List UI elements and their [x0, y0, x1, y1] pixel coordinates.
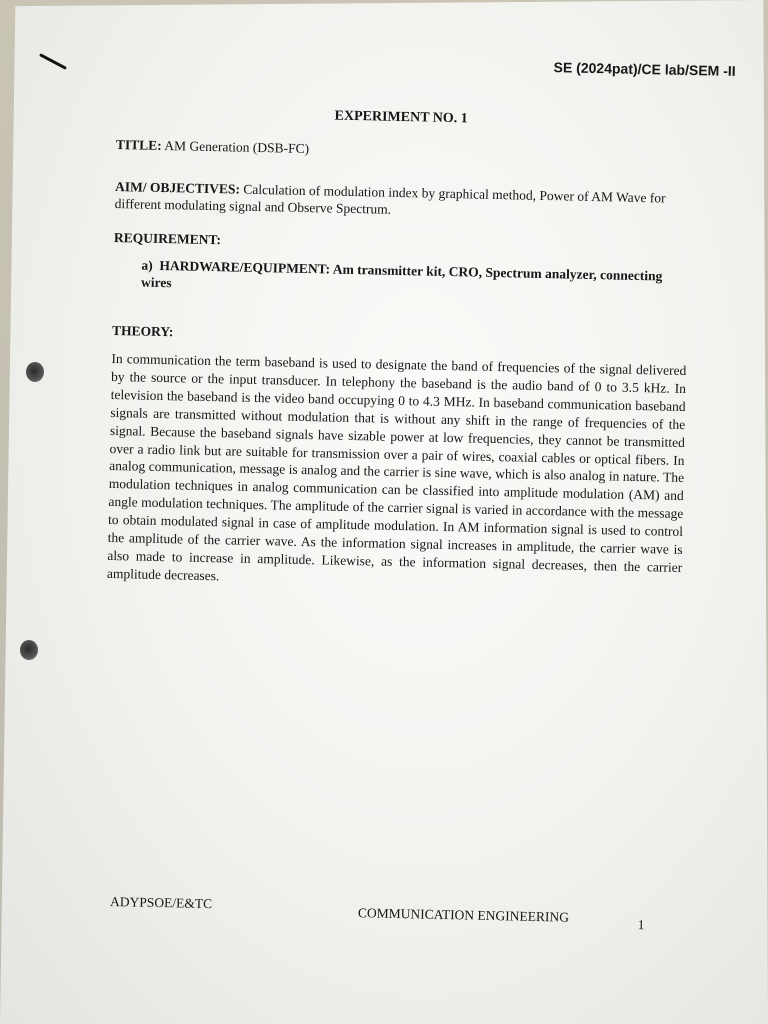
- requirement-heading: REQUIREMENT:: [113, 229, 222, 248]
- experiment-number: EXPERIMENT NO. 1: [334, 108, 468, 127]
- footer-page-number: 1: [637, 917, 645, 933]
- title-label: TITLE:: [115, 137, 162, 153]
- hardware-text: Am transmitter kit, CRO, Spectrum analyzer, connecting wires: [140, 261, 663, 291]
- hardware-marker: a): [141, 257, 153, 273]
- footer-institute: ADYPSOE/E&TC: [109, 894, 213, 912]
- footer-subject: COMMUNICATION ENGINEERING: [357, 905, 570, 925]
- hardware-label: HARDWARE/EQUIPMENT:: [159, 257, 331, 277]
- course-code: SE (2024pat)/CE lab/SEM -II: [553, 59, 736, 79]
- punch-hole-top: [26, 362, 44, 382]
- aim-text: Calculation of modulation index by graphical method, Power of AM Wave for different modulating signal and Observe Spectrum.: [114, 181, 666, 217]
- theory-body: In communication the term baseband is used to designate the band of frequencies of the signal delivered by the source or the input transducer. In telephony the baseband is the audio band of 0 to 3.5 kHz. In television the baseband is the video band occupying 0 to 4.3 MHz. In baseband communication baseband signals are transmitted without modulation that is without any shift in the range of frequencies of the signal. Because the baseband signals have sizable power at low frequencies, they cannot be transmitted over a radio link but are suitable for transmission over a pair of wires, coaxial cables or optical fibers. In analog communication, message is analog and the carrier is sine wave, which is also analog in nature. The modulation techniques in analog communication can be classified into amplitude modulation (AM) and angle modulation techniques. The amplitude of the carrier signal is varied in accordance with the message to obtain modulated signal in case of amplitude modulation. In AM information signal is used to control the amplitude of the carrier wave. As the information signal increases in amplitude, the carrier wave is also made to increase in amplitude. Likewise, as the information signal decreases, then the carrier amplitude decreases.: [106, 350, 687, 584]
- punch-hole-bottom: [20, 640, 38, 660]
- aim-label: AIM/ OBJECTIVES:: [114, 179, 241, 197]
- theory-heading: THEORY:: [111, 322, 174, 340]
- title-text: AM Generation (DSB-FC): [164, 138, 310, 157]
